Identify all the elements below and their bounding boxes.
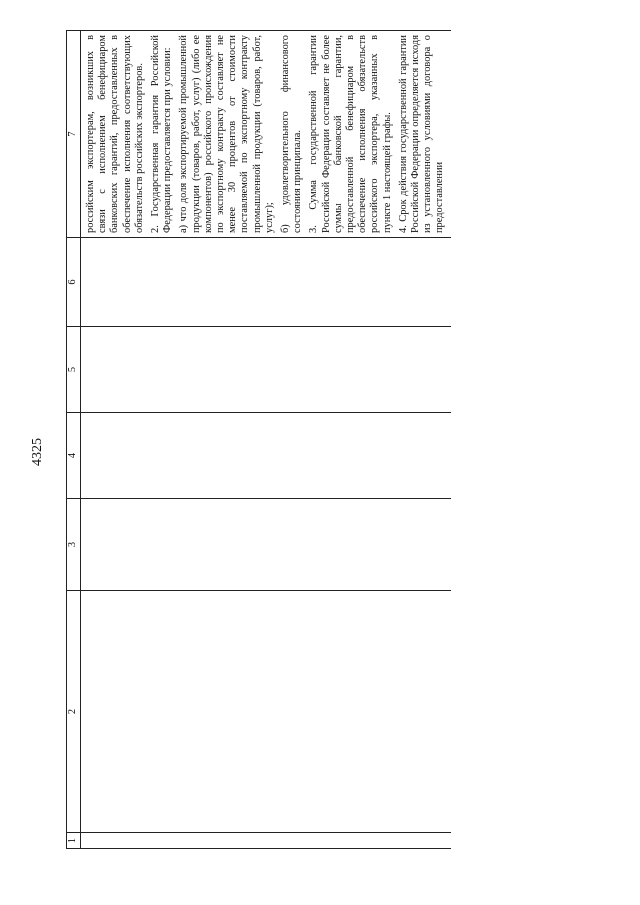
column-header-4: 4 xyxy=(67,413,81,499)
column-header-3: 3 xyxy=(67,499,81,591)
column-header-7: 7 xyxy=(67,31,81,238)
cell-col-4 xyxy=(81,413,451,499)
paragraph-2a: а) что доля экспортируемой промышленной продукции (товаров, работ, услуг) (либо ее компонентов) российского происхождения по экспортному контракту составляет не менее 30 процентов от стоимости поставляемой по экспортному контракту промышленной продукции (товаров, работ, услуг); xyxy=(178,35,275,233)
column-7-text xyxy=(81,31,447,237)
rotated-table-container xyxy=(66,31,571,849)
column-header-6: 6 xyxy=(67,238,81,327)
cell-col-6 xyxy=(81,238,451,327)
paragraph-4: 4. Срок действия государственной гарантии Российской Федерации определяется исходя из установленного условиями договора о предоставлении xyxy=(397,35,446,233)
table-header-row xyxy=(67,31,81,849)
paragraph-continuation: российским экспортерам, возникших в связи с исполнением бенефициаром банковских гарантий, предоставленных в обеспечение исполнения соответствующих обязательств российских экспортеров. xyxy=(85,35,145,233)
column-header-1: 1 xyxy=(67,833,81,849)
cell-col-2 xyxy=(81,591,451,833)
paragraph-2: 2. Государственная гарантия Российской Федерации предоставляется при условии: xyxy=(150,35,174,233)
paragraph-2b: б) удовлетворительного финансового состояния принципала. xyxy=(280,35,304,233)
page-number: 4325 xyxy=(30,438,45,466)
cell-col-1 xyxy=(81,833,451,849)
cell-col-3 xyxy=(81,499,451,591)
table-row xyxy=(81,31,451,849)
column-header-5: 5 xyxy=(67,327,81,413)
cell-col-5 xyxy=(81,327,451,413)
column-header-2: 2 xyxy=(67,591,81,833)
paragraph-3: 3. Сумма государственной гарантии Российской Федерации составляет не более суммы банковской гарантии, предоставленной бенефициаром в обеспечение исполнения обязательств российского экспортера, указанных в пункте 1 настоящей графы. xyxy=(308,35,393,233)
guarantee-table xyxy=(66,30,451,849)
cell-col-7 xyxy=(81,31,451,238)
